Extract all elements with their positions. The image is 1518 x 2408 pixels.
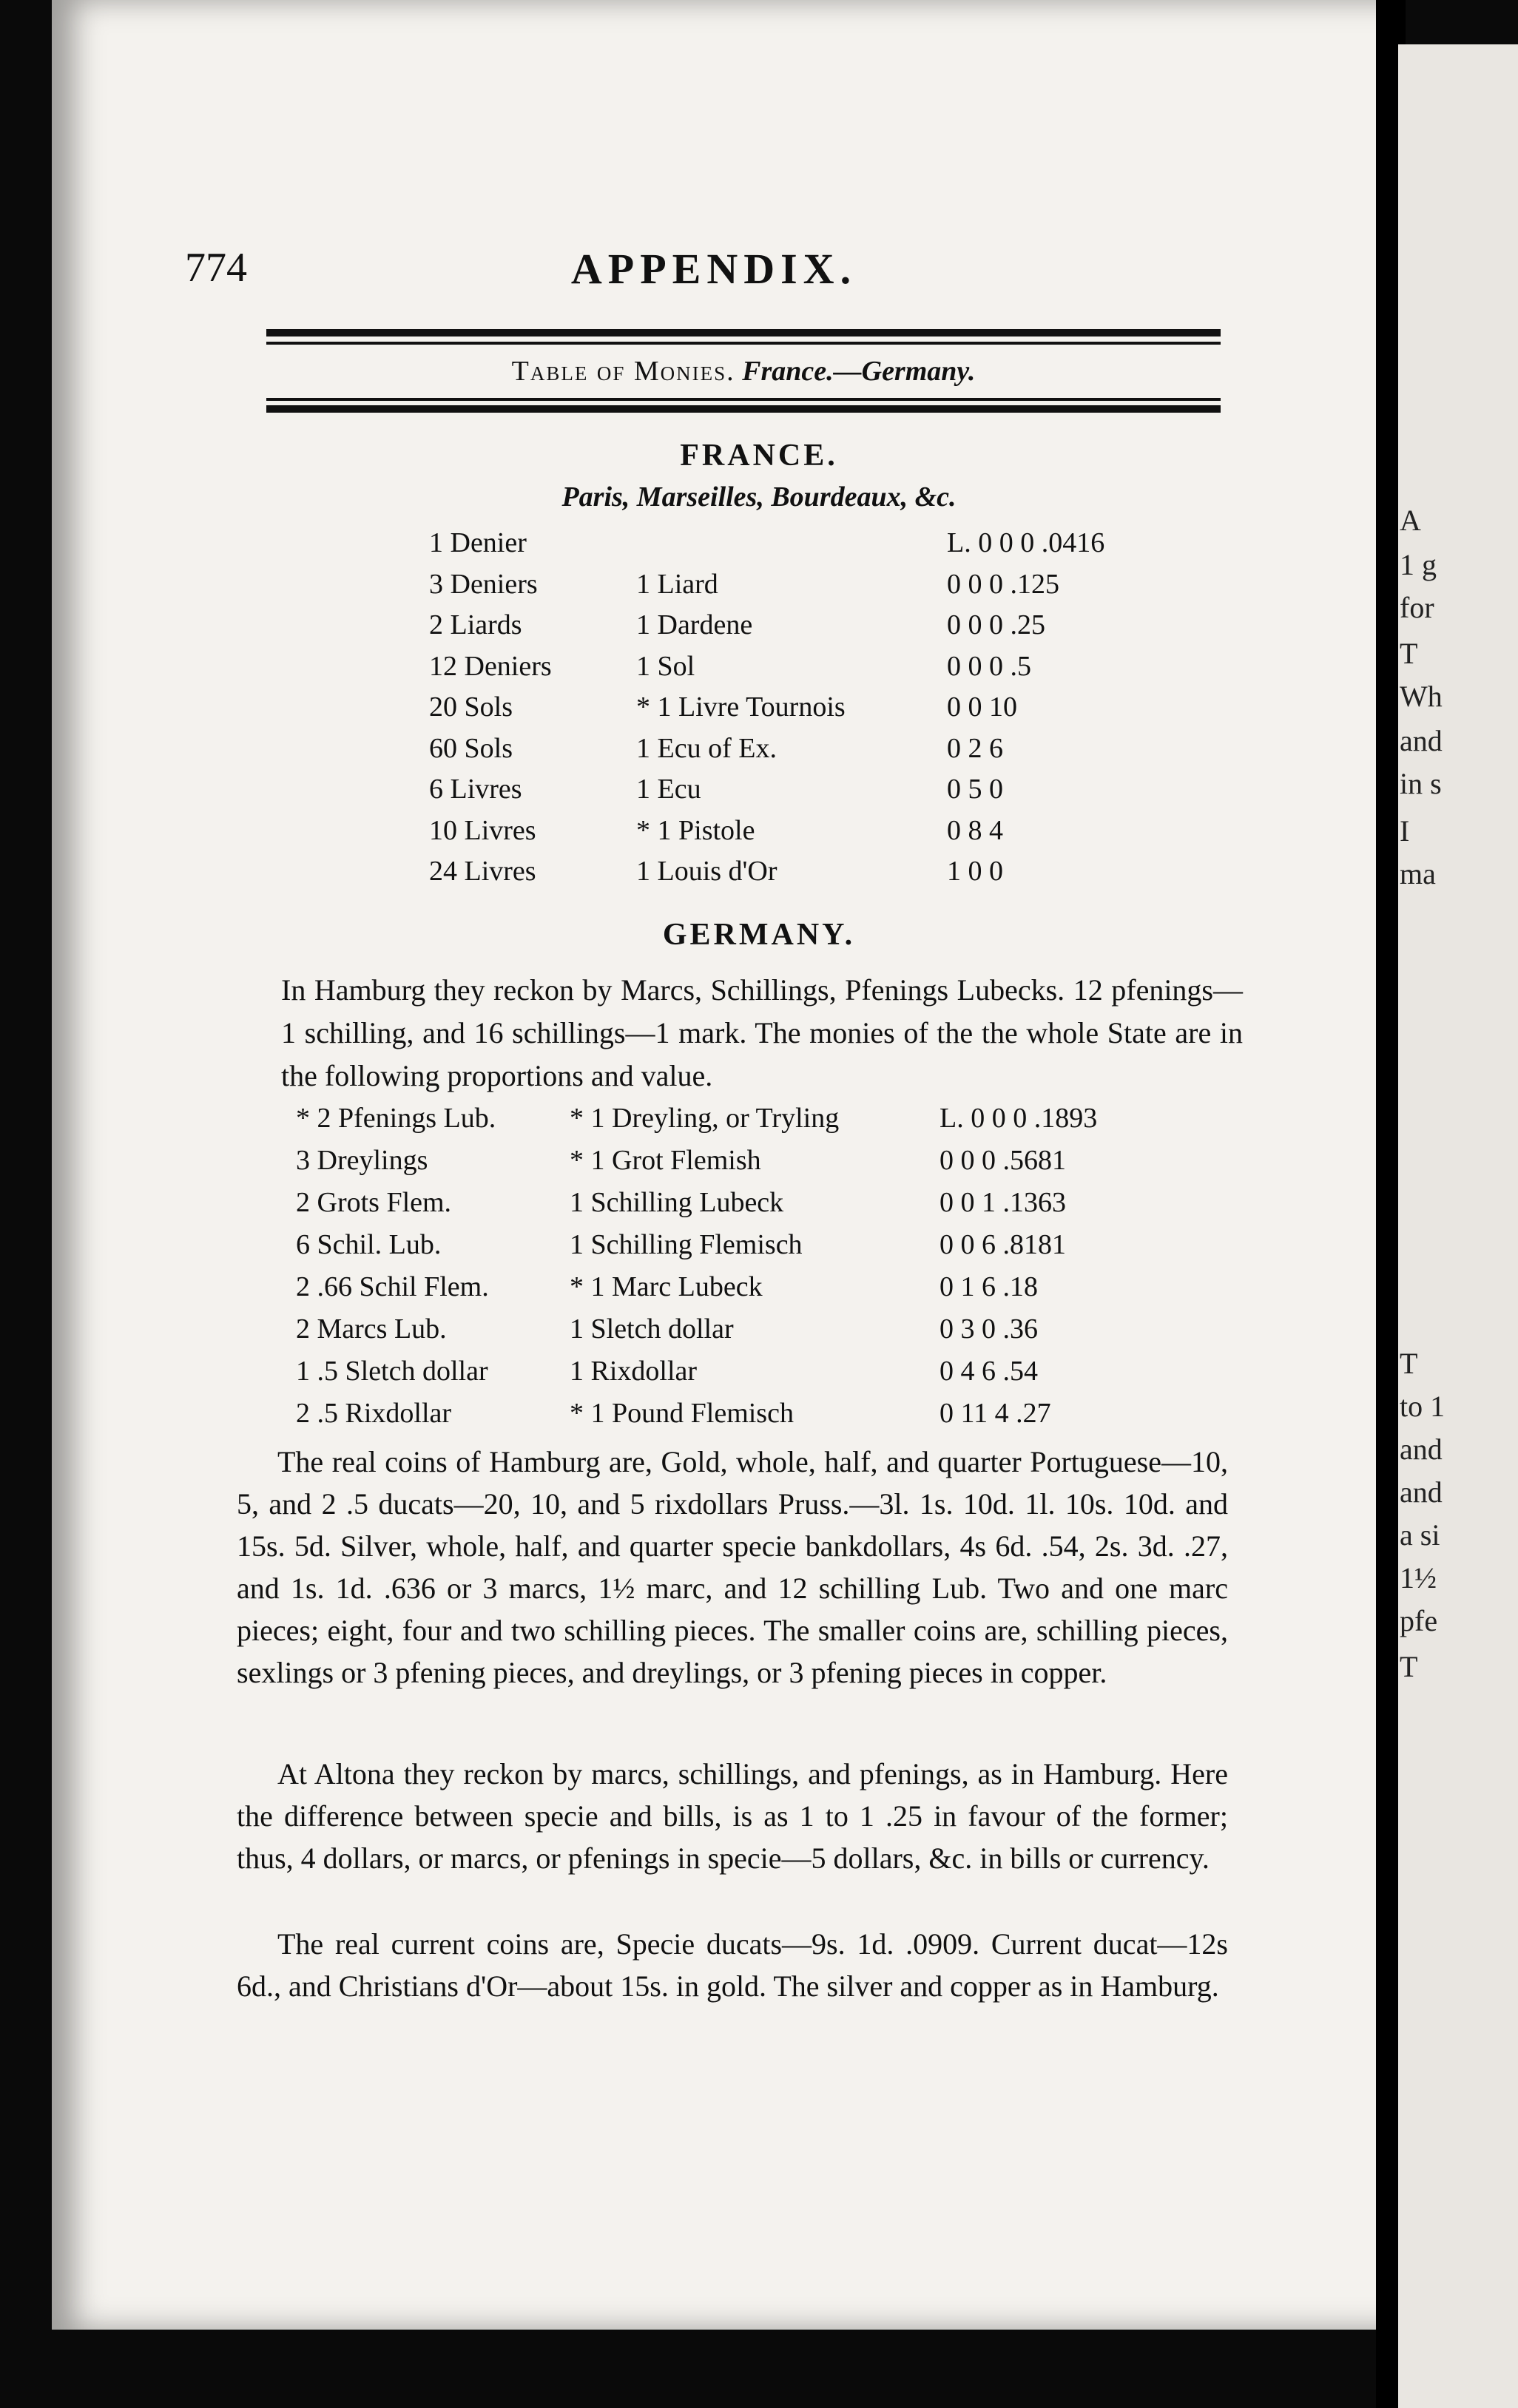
cell-quantity: 1 Denier: [429, 527, 527, 558]
france-title: FRANCE.: [680, 439, 838, 473]
facing-fragment: a si: [1400, 1518, 1440, 1552]
cell-coin: 1 Sletch dollar: [570, 1313, 734, 1345]
facing-fragment: A: [1400, 504, 1421, 537]
cell-quantity: 1 .5 Sletch dollar: [296, 1356, 488, 1387]
table-row: [296, 1355, 1272, 1397]
facing-fragment: and: [1400, 724, 1443, 757]
cell-value: 0 0 0 .5: [947, 650, 1031, 682]
body-text: [237, 1753, 1228, 1879]
cell-coin: * 1 Pistole: [636, 814, 755, 846]
cell-coin: 1 Rixdollar: [570, 1356, 698, 1387]
cell-value: 0 0 10: [947, 691, 1017, 723]
cell-value: 0 0 1 .1363: [940, 1187, 1066, 1218]
facing-fragment: in s: [1400, 767, 1442, 800]
page-number: 774: [185, 245, 247, 291]
facing-fragment: Wh: [1400, 680, 1443, 713]
table-subheading: [266, 355, 1221, 388]
table-row: [414, 527, 1154, 568]
cell-value: 0 0 0 .125: [947, 568, 1059, 600]
cell-value: 0 0 0 .25: [947, 609, 1045, 640]
subheading-prefix: Table of Monies.: [511, 356, 735, 387]
paragraph-current-coins: The real current coins are, Specie ducats—9s. 1d. .0909. Current ducat—12s 6d., and Christians d'Or—about 15s. in gold. The silver and copper as in Hamburg.: [237, 1927, 1228, 2003]
france-places: Paris, Marseilles, Bourdeaux, &c.: [561, 481, 957, 513]
cell-coin: 1 Ecu: [636, 774, 701, 805]
facing-fragment: T: [1400, 637, 1418, 670]
table-row: [414, 650, 1154, 691]
table-row: [296, 1144, 1272, 1186]
facing-page-edge: [1398, 44, 1518, 2408]
cell-value: 0 0 0 .5681: [940, 1145, 1066, 1176]
cell-value: 0 0 6 .8181: [940, 1229, 1066, 1260]
cell-quantity: 3 Deniers: [429, 568, 538, 600]
running-head: APPENDIX.: [570, 245, 857, 293]
facing-fragment: and: [1400, 1433, 1443, 1466]
facing-fragment: ma: [1400, 857, 1436, 890]
facing-fragment: T: [1400, 1347, 1418, 1380]
cell-coin: * 1 Pound Flemisch: [570, 1398, 794, 1429]
table-row: [414, 732, 1154, 774]
table-row: [414, 691, 1154, 732]
cell-coin: * 1 Marc Lubeck: [570, 1271, 763, 1302]
facing-fragment: I: [1400, 814, 1410, 848]
cell-quantity: 2 Liards: [429, 609, 522, 640]
header-rule-thin: [266, 342, 1221, 345]
facing-fragment: pfe: [1400, 1604, 1438, 1637]
body-text: [237, 1441, 1228, 1694]
cell-quantity: 12 Deniers: [429, 650, 552, 682]
cell-quantity: 2 Grots Flem.: [296, 1187, 452, 1218]
germany-intro: In Hamburg they reckon by Marcs, Schillings, Pfenings Lubecks. 12 pfenings—1 schilling, and 16 schillings—1 mark. The monies of the the whole State are in the following proportions and value.: [281, 973, 1243, 1092]
cell-quantity: 60 Sols: [429, 732, 513, 764]
france-table: [414, 527, 1154, 896]
facing-fragment: 1 g: [1400, 548, 1437, 581]
cell-quantity: 2 .66 Schil Flem.: [296, 1271, 489, 1302]
cell-value: 0 8 4: [947, 814, 1003, 846]
cell-quantity: 10 Livres: [429, 814, 536, 846]
cell-value: 0 1 6 .18: [940, 1271, 1038, 1302]
table-row: [414, 814, 1154, 856]
cell-value: 0 11 4 .27: [940, 1398, 1051, 1429]
facing-fragment: to 1: [1400, 1390, 1446, 1423]
facing-fragment: 1½: [1400, 1561, 1437, 1594]
table-row: [296, 1271, 1272, 1313]
header-rule: [266, 329, 1221, 336]
cell-coin: 1 Schilling Flemisch: [570, 1229, 803, 1260]
cell-quantity: 6 Schil. Lub.: [296, 1229, 442, 1260]
germany-title: GERMANY.: [662, 918, 856, 952]
cell-quantity: * 2 Pfenings Lub.: [296, 1103, 496, 1134]
cell-value: 0 3 0 .36: [940, 1313, 1038, 1345]
table-row: [414, 568, 1154, 609]
subheading-title: France.—Germany.: [742, 356, 976, 387]
cell-quantity: 3 Dreylings: [296, 1145, 428, 1176]
cell-quantity: 20 Sols: [429, 691, 513, 723]
cell-coin: 1 Liard: [636, 568, 718, 600]
facing-fragment: for: [1400, 591, 1434, 624]
table-row: [296, 1313, 1272, 1355]
cell-coin: 1 Louis d'Or: [636, 856, 777, 887]
cell-value: 0 2 6: [947, 732, 1003, 764]
cell-coin: * 1 Grot Flemish: [570, 1145, 761, 1176]
cell-coin: 1 Ecu of Ex.: [636, 732, 777, 764]
table-row: [296, 1397, 1272, 1439]
cell-quantity: 2 .5 Rixdollar: [296, 1398, 452, 1429]
cell-value: 0 5 0: [947, 774, 1003, 805]
table-row: [296, 1186, 1272, 1228]
subheading-rule-thin: [266, 398, 1221, 401]
facing-fragment: T: [1400, 1650, 1418, 1683]
facing-fragment: and: [1400, 1475, 1443, 1509]
table-row: [414, 609, 1154, 650]
cell-value: L. 0 0 0 .0416: [947, 527, 1105, 558]
cell-value: L. 0 0 0 .1893: [940, 1103, 1098, 1134]
cell-value: 0 4 6 .54: [940, 1356, 1038, 1387]
body-text: [237, 1923, 1228, 2007]
table-row: [296, 1228, 1272, 1271]
germany-table: [296, 1102, 1272, 1439]
subheading-rule: [266, 405, 1221, 413]
page-header: [185, 244, 1243, 303]
paragraph-altona: At Altona they reckon by marcs, schillings, and pfenings, as in Hamburg. Here the difference between specie and bills, is as 1 to 1 .25 in favour of the former; thus, 4 dollars, or marcs, or pfenings in specie—5 dollars, &c. in bills or currency.: [237, 1757, 1228, 1875]
cell-value: 1 0 0: [947, 856, 1003, 887]
cell-quantity: 2 Marcs Lub.: [296, 1313, 447, 1345]
table-row: [296, 1102, 1272, 1144]
cell-coin: * 1 Livre Tournois: [636, 691, 846, 723]
cell-coin: 1 Dardene: [636, 609, 753, 640]
paragraph-real-coins: The real coins of Hamburg are, Gold, whole, half, and quarter Portuguese—10, 5, and 2 .5 ducats—20, 10, and 5 rixdollars Pruss.—3l. 1s. 10d. 1l. 10s. 10d. and 15s. 5d. Silver, whole, half, and quarter specie bankdollars, 4s 6d. .54, 2s. 3d. .27, and 1s. 1d. .636 or 3 marcs, 1½ marc, and 12 schilling Lub. Two and one marc pieces; eight, four and two schilling pieces. The smaller coins are, schilling pieces, sexlings or 3 pfening pieces, and dreylings, or 3 pfening pieces in copper.: [237, 1445, 1228, 1689]
table-row: [414, 855, 1154, 896]
cell-quantity: 24 Livres: [429, 856, 536, 887]
cell-quantity: 6 Livres: [429, 774, 522, 805]
cell-coin: 1 Sol: [636, 650, 695, 682]
cell-coin: 1 Schilling Lubeck: [570, 1187, 784, 1218]
cell-coin: * 1 Dreyling, or Tryling: [570, 1103, 840, 1134]
table-row: [414, 773, 1154, 814]
